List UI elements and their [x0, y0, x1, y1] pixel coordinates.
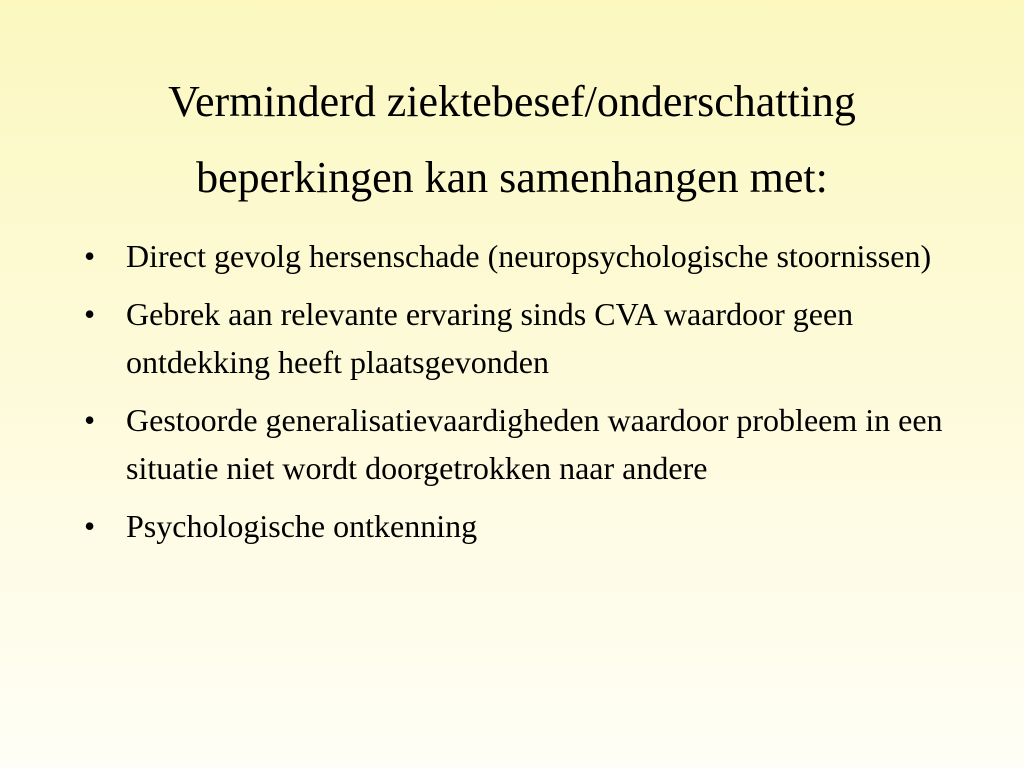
bullet-item-1	[84, 232, 944, 280]
bullet-list	[84, 232, 944, 560]
bullet-icon: •	[84, 402, 96, 438]
bullet-icon: •	[84, 508, 96, 544]
bullet-text: Direct gevolg hersenschade (neuropsychologische stoornissen)	[126, 238, 932, 274]
slide-title-line-2: beperkingen kan samenhangen met:	[196, 153, 828, 202]
bullet-item-4	[84, 502, 944, 550]
bullet-icon: •	[84, 238, 96, 274]
bullet-text: Gebrek aan relevante ervaring sinds CVA waardoor geen ontdekking heeft plaatsgevonden	[126, 296, 854, 380]
bullet-text: Psychologische ontkenning	[126, 508, 478, 544]
bullet-text: Gestoorde generalisatievaardigheden waardoor probleem in een situatie niet wordt doorgetrokken naar andere	[126, 402, 943, 486]
slide-title-line-1: Verminderd ziektebesef/onderschatting	[168, 77, 856, 126]
slide-title	[60, 64, 964, 216]
bullet-icon: •	[84, 296, 96, 332]
bullet-item-3	[84, 396, 944, 492]
bullet-item-2	[84, 290, 944, 386]
